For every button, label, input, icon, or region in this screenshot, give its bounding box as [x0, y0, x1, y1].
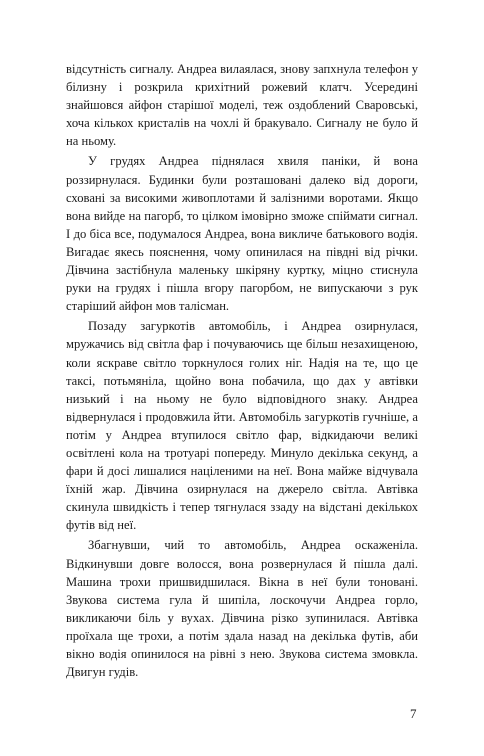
paragraph-1: відсутність сигналу. Андреа вилаялася, знову запхнула телефон у білизну і розкрила крихітний рожевий клатч. Усередині знайшовся айфон старішої моделі, теж оздоблений Сваровські, хоча кількох кристалів на чохлі й бракувало. Сигналу не було й на ньому.	[66, 62, 418, 149]
paragraph-3: Позаду загуркотів автомобіль, і Андреа озирнулася, мружачись від світла фар і почуваючись ще більш незахищеною, коли яскраве світло торкнулося голих ніг. Надія на те, що це таксі, потьмяніла, щойно вона побачила, що дах у автівки низький і на ньому не було відповідного знаку. Андреа відвернулася і продовжила йти. Автомобіль загуркотів гучніше, а потім у Андреа втупилося світло фар, відкидаючи великі освітлені кола на тротуарі попереду. Минуло декілька секунд, а фари й досі лишалися націленими на неї. Вона майже відчувала їхній жар. Дівчина озирнулася на джерело світла. Автівка скинула швидкість і тепер тягнулася ззаду на відстані декількох футів від неї.	[66, 319, 418, 533]
paragraph-4: Збагнувши, чий то автомобіль, Андреа оскаженіла. Відкинувши довге волосся, вона розвернулася й пішла далі. Машина трохи пришвидшилася. Вікна в неї були тоновані. Звукова система гула й шипіла, лоскочучи Андреа горло, викликаючи біль у вухах. Дівчина різко зупинилася. Автівка проїхала ще трохи, а потім здала назад на декілька футів, аби вікно водія опинилося на рівні з нею. Звукова система змовкла. Двигун гудів.	[66, 538, 418, 680]
book-page-body	[66, 60, 418, 681]
paragraph-2: У грудях Андреа піднялася хвиля паніки, й вона роззирнулася. Будинки були розташовані далеко від дороги, сховані за високими живоплотами й залізними воротами. Якщо вона вийде на пагорб, то цілком імовірно зможе спіймати сигнал. І до біса все, подумалося Андреа, вона викличе батькового водія. Вигадає якесь пояснення, чому опинилася на півдні від річки. Дівчина застібнула маленьку шкіряну куртку, міцно стиснула руки на грудях і пішла вгору пагорбом, не випускаючи з рук старіший айфон мов талісман.	[66, 154, 418, 314]
page-number: 7	[410, 706, 417, 721]
